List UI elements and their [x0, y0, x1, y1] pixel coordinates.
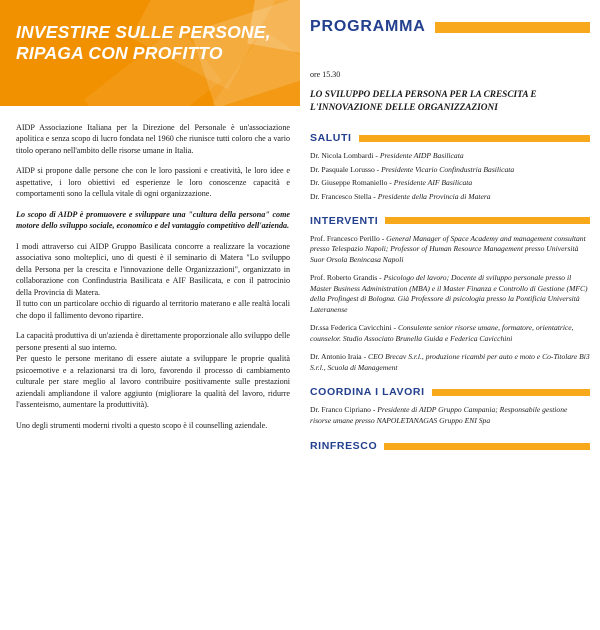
entry-name: Dr. Francesco Stella	[310, 191, 372, 201]
hero-title-line-1: INVESTIRE SULLE PERSONE,	[16, 22, 271, 42]
section-bar-saluti	[359, 135, 590, 142]
section-bar-interventi	[385, 217, 590, 224]
right-column	[310, 0, 600, 630]
section-bar-coordina-i-lavori	[432, 389, 590, 396]
program-title-bar	[435, 22, 590, 33]
entry-role: Presidente AIDP Basilicata	[379, 151, 464, 161]
entry-name: Dr. Antonio Iraia	[310, 352, 362, 362]
section-header-rinfresco	[310, 440, 590, 452]
entry-saluti-2: Dr. Pasquale Lorusso - Presidente Vicario Confindustria Basilicata	[310, 164, 515, 174]
entry-role: CEO Brecav S.r.l., produzione ricambi per auto e moto e Co-Titolare Bi3 S.r.l., Scuola di Management	[310, 352, 590, 372]
body-paragraph-2: Il tutto con un particolare occhio di riguardo al territorio materano e alle realtà locali che dopo il fallimento devono ripartire.	[16, 299, 290, 320]
program-time: ore 15.30	[310, 70, 341, 79]
entry-saluti-4: Dr. Francesco Stella - Presidente della Provincia di Matera	[310, 191, 491, 201]
section-label-saluti: SALUTI	[310, 132, 352, 145]
entry-role: General Manager of Space Academy and management consultant presso Telespazio Napoli; Professor of Human Resource Management presso Università Suor Orsola Benincasa Napoli	[310, 233, 586, 264]
section-label-interventi: INTERVENTI	[310, 214, 379, 227]
program-lead-title: LO SVILUPPO DELLA PERSONA PER LA CRESCITA E L'INNOVAZIONE DELLE ORGANIZZAZIONI	[310, 90, 537, 113]
section-body-interventi	[310, 234, 590, 373]
body-paragraph-5: Uno degli strumenti moderni rivolti a questo scopo è il counselling aziendale.	[16, 420, 268, 430]
body-paragraph-4: Per questo le persone meritano di essere aiutate a sviluppare le proprie qualità psicoemotive e a relazionarsi tra di loro, favorendo il processo di cambiamento culturale per stare meglio al lavoro contribuire positivamente sulle prestazioni aziendali ampliandone il valore aggiunto (migliorare la qualità del lavoro, ridurre l'assenteismo, aumentare la produttività).	[16, 354, 290, 410]
section-label-rinfresco: RINFRESCO	[310, 440, 378, 453]
entry-name: Prof. Roberto Grandis	[310, 273, 378, 283]
entry-role: Presidente Vicario Confindustria Basilicata	[381, 164, 515, 174]
entry-name: Dr. Franco Cipriano	[310, 405, 371, 415]
section-header-interventi	[310, 215, 590, 227]
section-header-saluti	[310, 132, 590, 144]
entry-role: Psicologo del lavoro; Docente di sviluppo personale presso il Master Business Administration (MBA) e il Master Finanza e Controllo di Gestione (MFC) della Profingest di Bologna. Già Professore di psicologia presso la Pontificia Università Lateranense	[310, 273, 588, 314]
intro-paragraph-1: AIDP Associazione Italiana per la Direzione del Personale è un'associazione apolitica e senza scopo di lucro fondata nel 1960 che riunisce tutti coloro che a vario titolo operano nell'ambito delle risorse umane in Italia.	[16, 123, 290, 155]
entry-interventi-4: Dr. Antonio Iraia - CEO Brecav S.r.l., produzione ricambi per auto e moto e Co-Titolare Bi3 S.r.l., Scuola di Management	[310, 352, 590, 372]
entry-name: Dr. Giuseppe Romaniello	[310, 178, 388, 188]
entry-name: Dr. Nicola Lombardi	[310, 151, 374, 161]
entry-interventi-1: Prof. Francesco Perillo - General Manager of Space Academy and management consultant presso Telespazio Napoli; Professor of Human Resource Management presso Università Suor Orsola Benincasa Napoli	[310, 233, 586, 264]
entry-role: Presidente AIF Basilicata	[393, 178, 473, 188]
section-body-coordina-i-lavori	[310, 405, 590, 426]
left-body-text	[16, 122, 290, 440]
section-bar-rinfresco	[384, 443, 590, 450]
section-body-saluti	[310, 151, 590, 202]
entry-name: Dr.ssa Federica Cavicchini	[310, 323, 392, 333]
entry-interventi-3: Dr.ssa Federica Cavicchini - Consulente senior risorse umane, formatore, orientatrice, counselor. Studio Associato Brunella Guida e Federica Cavicchini	[310, 323, 574, 343]
entry-saluti-1: Dr. Nicola Lombardi - Presidente AIDP Basilicata	[310, 151, 464, 161]
entry-interventi-2: Prof. Roberto Grandis - Psicologo del lavoro; Docente di sviluppo personale presso il Master Business Administration (MBA) e il Master Finanza e Controllo di Gestione (MFC) della Profingest di Bologna. Già Professore di psicologia presso la Pontificia Università Lateranense	[310, 273, 588, 314]
hero-banner	[0, 0, 300, 106]
intro-paragraph-2: AIDP si propone dalle persone che con le loro passioni e creatività, le loro idee e aspettative, i loro obiettivi ed esperienze le loro conoscenze capacità e comportamenti sono la cellula vitale di ogni organizzazione.	[16, 166, 290, 199]
entry-role: Presidente di AIDP Gruppo Campania; Responsabile gestione risorse umane presso NAPOLETANAGAS Gruppo ENI Spa	[310, 405, 568, 425]
entry-saluti-3: Dr. Giuseppe Romaniello - Presidente AIF Basilicata	[310, 178, 473, 188]
entry-role: Presidente della Provincia di Matera	[377, 191, 491, 201]
entry-coordina-1: Dr. Franco Cipriano - Presidente di AIDP Gruppo Campania; Responsabile gestione risorse umane presso NAPOLETANAGAS Gruppo ENI Spa	[310, 405, 568, 425]
hero-title-line-2: RIPAGA CON PROFITTO	[16, 43, 223, 64]
entry-name: Prof. Francesco Perillo	[310, 233, 380, 243]
hero-title	[16, 22, 292, 65]
entry-name: Dr. Pasquale Lorusso	[310, 164, 375, 174]
program-title-header	[310, 18, 590, 36]
body-paragraph-1: I modi attraverso cui AIDP Gruppo Basilicata concorre a realizzare la vocazione associativa sono molteplici, uno di questi è il seminario di Matera "Lo sviluppo della Persona per la crescita e l'innovazione delle Organizzazioni", organizzato in collaborazione con Confindustria Basilicata e AIF Basilicata, e con il patrocinio della Provincia di Matera.	[16, 241, 290, 297]
section-label-coordina-i-lavori: COORDINA I LAVORI	[310, 386, 425, 399]
section-header-coordina-i-lavori	[310, 386, 590, 398]
body-paragraph-3: La capacità produttiva di un'azienda è direttamente proporzionale allo sviluppo delle persone presenti al suo interno.	[16, 331, 290, 352]
program-title: PROGRAMMA	[310, 18, 426, 35]
highlight-paragraph: Lo scopo di AIDP è promuovere e sviluppare una "cultura della persona" come motore dello sviluppo sociale, economico e del vantaggio competitivo dell'azienda.	[16, 209, 290, 231]
entry-role: Consulente senior risorse umane, formatore, orientatrice, counselor. Studio Associato Brunella Guida e Federica Cavicchini	[310, 323, 574, 343]
